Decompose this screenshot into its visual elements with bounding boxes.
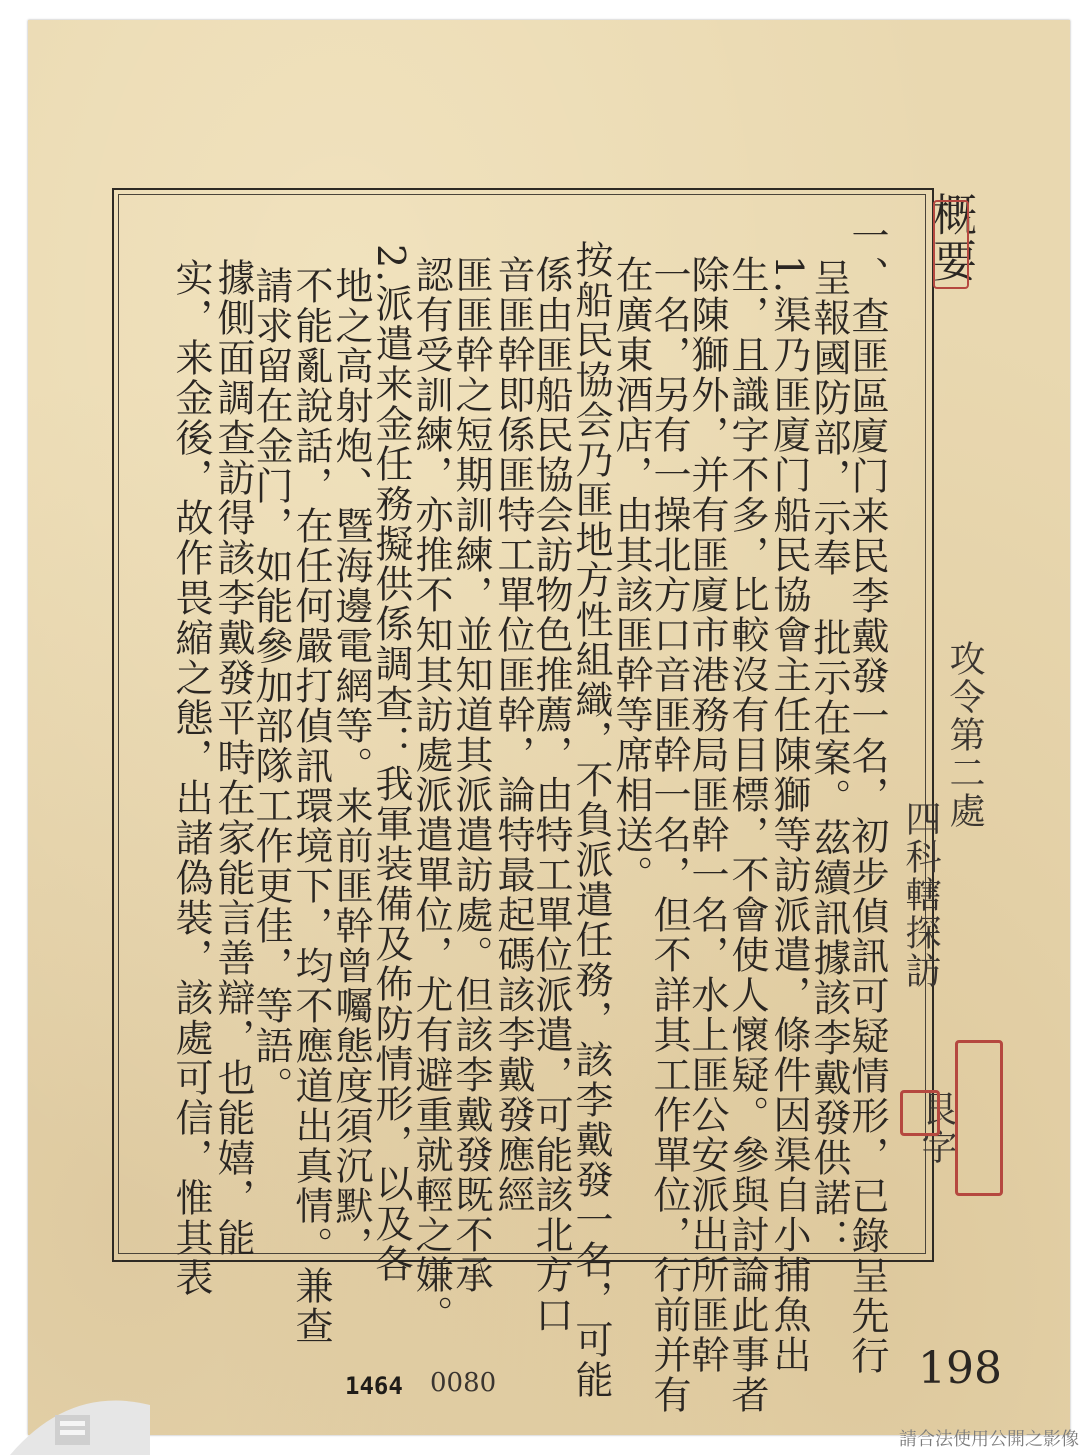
body-column-17: 據側面調查訪得該李戴發平時在家能言善辯，也能嬉，能: [211, 258, 255, 1258]
body-column-1: 一、查匪區廈门来民李戴發一名，初步偵訊可疑情形，已錄呈先行: [845, 216, 889, 1376]
body-column-2: 呈報國防部，示奉 批示在案。茲續訊據該李戴發供諾：: [807, 258, 851, 1258]
side-note-seal-char: 艮字: [916, 1090, 957, 1166]
page-number: 198: [918, 1343, 1002, 1394]
body-column-18: 实，来金後，故作畏縮之態，出諸偽裝，該處可信，惟其表: [169, 258, 213, 1298]
body-column-14: 地之高射炮、暨海邊電網等。来前匪幹曾囑態度須沉默，: [329, 266, 373, 1266]
body-column-13: 2.派遣来金任務擬供係調查：我軍装備及佈防情形，以及各: [369, 244, 413, 1285]
header-mark: 概要: [925, 192, 976, 284]
body-column-9: 係由匪船民協会訪物色推薦，由特工單位派遣，可能該北方口: [529, 255, 573, 1335]
archive-seal-stamp: [955, 1040, 1003, 1196]
usage-watermark: 請合法使用公開之影像: [899, 1429, 1079, 1450]
body-column-10: 音匪幹即係匪特工單位匪幹，論特最起碼該李戴發應經: [491, 255, 535, 1215]
body-column-11: 匪匪幹之短期訓練，並知道其派遣訪處。但該李戴發既不承: [449, 255, 493, 1295]
body-column-7: 在廣東酒店，由其該匪幹等席相送。: [609, 255, 653, 895]
body-column-4: 生，且識字不多，比較沒有目標，不會使人懷疑。參與討論此事者: [725, 255, 769, 1415]
body-column-15: 不能亂說話，在任何嚴打偵訊環境下，均不應道出真情。兼查: [289, 266, 333, 1346]
header-seal-stamp: [933, 200, 969, 289]
body-column-5: 除陳獅外，并有匪廈市港務局匪幹一名，水上匪公安派出所匪幹: [685, 255, 729, 1375]
small-seal-stamp: [900, 1090, 940, 1136]
body-column-8: 按船民協会乃匪地方性組織，不負派遣任務，該李戴發一名，可能: [569, 240, 613, 1400]
body-column-16: 請求留在金门，如能參加部隊工作更佳，等語。: [249, 266, 293, 1106]
document-number-handwritten: 0080: [430, 1368, 497, 1398]
document-number: 1464: [345, 1372, 403, 1400]
archive-logo-icon: [0, 1385, 150, 1455]
body-column-12: 認有受訓練，亦推不知其訪處派遣單位，尤有避重就輕之嫌。: [409, 255, 453, 1335]
body-column-3: 1.渠乃匪廈门船民協會主任陳獅等訪派遣，條件因渠自小捕魚出: [767, 255, 811, 1376]
side-note-section: 四科轄探訪: [900, 800, 941, 990]
side-note-office: 攻令第二處: [944, 640, 985, 830]
body-column-6: 一名，另有一操北方口音匪幹一名，但不詳其工作單位，行前并有: [647, 255, 691, 1415]
